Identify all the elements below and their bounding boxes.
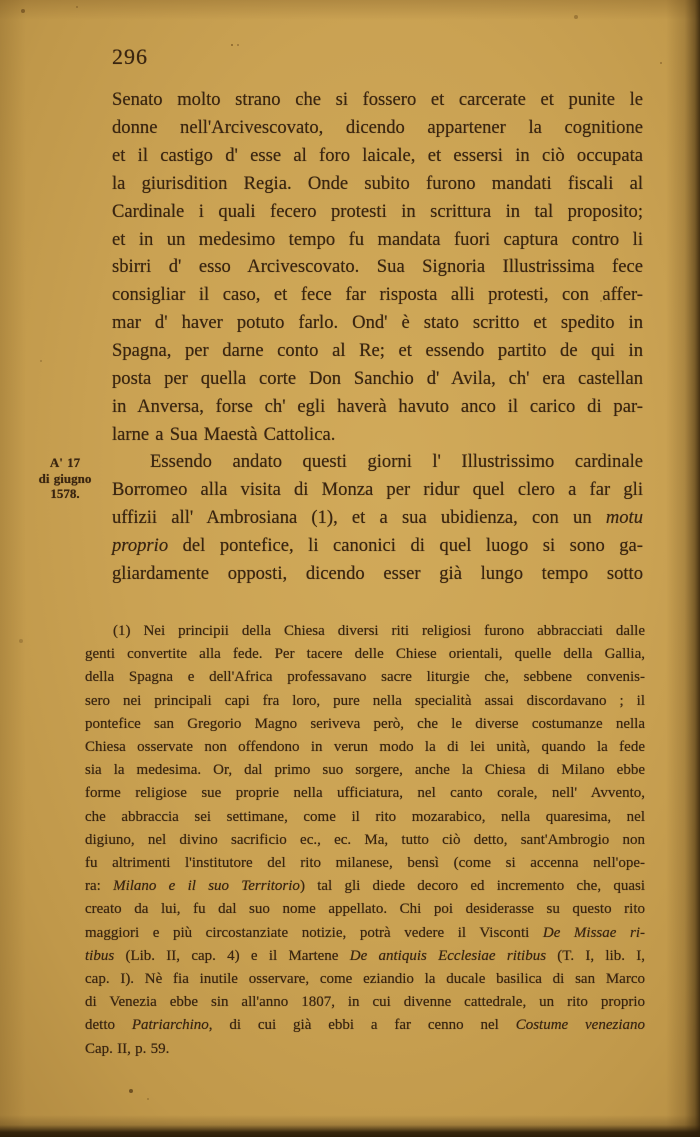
scan-edge-top: [0, 0, 700, 20]
footnote-line: maggiori e più circostanziate notizie, potrà vedere il Visconti De Missae ri-: [85, 924, 645, 941]
body-text-line: gliardamente opposti, dicendo esser già lungo tempo sotto: [112, 562, 643, 584]
footnote-line: (1) Nei principii della Chiesa diversi riti religiosi furono abbracciati dalle: [113, 623, 645, 639]
paragraph-borromeo-visit: [112, 448, 643, 588]
footnote-line: della Spagna e dell'Africa professavano sacre liturgie che, sebbene convenis-: [85, 669, 645, 686]
body-text-line: posta per quella corte Don Sanchio d' Avila, ch' era castellan: [112, 368, 643, 390]
footnote-line: che abbraccia sei settimane, come il rito mozarabico, nella quaresima, nel: [85, 808, 645, 825]
footnote-line: sia la medesima. Or, dal primo suo sorgere, anche la Chiesa di Milano ebbe: [85, 762, 645, 779]
body-text-line: Senato molto strano che si fossero et carcerate et punite le: [112, 89, 643, 110]
margin-note-date: [24, 455, 106, 502]
scan-specks: [0, 0, 2, 2]
footnote-line: sero nei principali capi fra loro, pure nella specialità assai discordavano ; il: [85, 692, 645, 709]
margin-note-line: A' 17: [49, 455, 81, 470]
footnote-line: genti convertite alla fede. Per tacere delle Chiese orientali, quelle della Gallia,: [85, 646, 645, 663]
footnote-line: cap. I). Nè fia inutile osservare, come eziandio la ducale basilica di san Marco: [85, 971, 645, 988]
body-text-line: Borromeo alla visita di Monza per ridur quel clero a far gli: [112, 478, 643, 500]
footnote-line: Chiesa osservate non offendono in verun modo la di lei unità, quando la fede: [85, 739, 645, 756]
body-text-line: in Anversa, forse ch' egli haverà havuto anco il carico di par-: [112, 395, 643, 417]
margin-note-line: 1578.: [50, 486, 80, 501]
body-text-line: et in un medesimo tempo fu mandata fuori captura contro li: [112, 228, 643, 250]
footnote-line: fu altrimenti l'institutore del rito milanese, bensì (come si accenna nell'ope-: [85, 855, 645, 872]
body-text-line: consigliar il caso, et fece far risposta alli protesti, con affer-: [112, 284, 643, 306]
body-text-line: Cardinale i quali fecero protesti in scrittura in tal proposito;: [112, 200, 643, 222]
footnote-line: digiuno, nel divino sacrificio ec., ec. Ma, tutto ciò detto, sant'Ambrogio non: [85, 831, 645, 848]
scan-edge-left: [0, 0, 26, 1137]
footnote-line: di Venezia ebbe sin all'anno 1807, in cui divenne cattedrale, un rito proprio: [85, 994, 645, 1011]
body-text-line: Spagna, per darne conto al Re; et essendo partito de qui in: [112, 340, 643, 362]
body-text-line: la giurisdition Regia. Onde subito furono mandati fiscali al: [112, 172, 643, 194]
margin-note-line: di giugno: [38, 470, 92, 486]
paragraph-continued: [112, 86, 643, 449]
scan-edge-right: [666, 0, 700, 1137]
footnote-1: [85, 620, 645, 1061]
footnote-line: pontefice san Gregorio Magno seriveva però, che le diverse costumanze nella: [85, 715, 645, 732]
body-text-line: uffizii all' Ambrosiana (1), et a sua ubidienza, con un motu: [112, 506, 643, 528]
scan-edge-bottom: [0, 1115, 700, 1137]
body-text-line: donne nell'Arcivescovato, dicendo appartener la cognitione: [112, 116, 643, 138]
body-text-line: larne a Sua Maestà Cattolica.: [112, 423, 336, 445]
footnote-line: forme religiose sue proprie nella ufficiatura, nel canto corale, nell' Avvento,: [85, 785, 645, 802]
footnote-line: tibus (Lib. II, cap. 4) e il Martene De antiquis Ecclesiae ritibus (T. I, lib. I,: [85, 947, 645, 964]
footnote-line: ra: Milano e il suo Territorio) tal gli diede decoro ed incremento che, quasi: [85, 878, 645, 895]
body-text-line: et il castigo d' esse al foro laicale, et essersi in ciò occupata: [112, 144, 643, 166]
body-text-line: mar d' haver potuto farlo. Ond' è stato scritto et spedito in: [112, 312, 643, 334]
body-text-line: Essendo andato questi giorni l' Illustrissimo cardinale: [150, 451, 643, 472]
page-number: 296: [112, 44, 148, 69]
footnote-line: detto Patriarchino, di cui già ebbi a far cenno nel Costume veneziano: [85, 1017, 646, 1034]
footnote-line: creato da lui, fu dal suo nome appellato. Chi poi desiderasse su questo rito: [85, 901, 645, 918]
body-text-line: sbirri d' esso Arcivescovato. Sua Signoria Illustrissima fece: [112, 256, 643, 278]
body-text-line: proprio del pontefice, li canonici di quel luogo si sono ga-: [112, 534, 643, 556]
footnote-line: Cap. II, p. 59.: [85, 1040, 170, 1057]
